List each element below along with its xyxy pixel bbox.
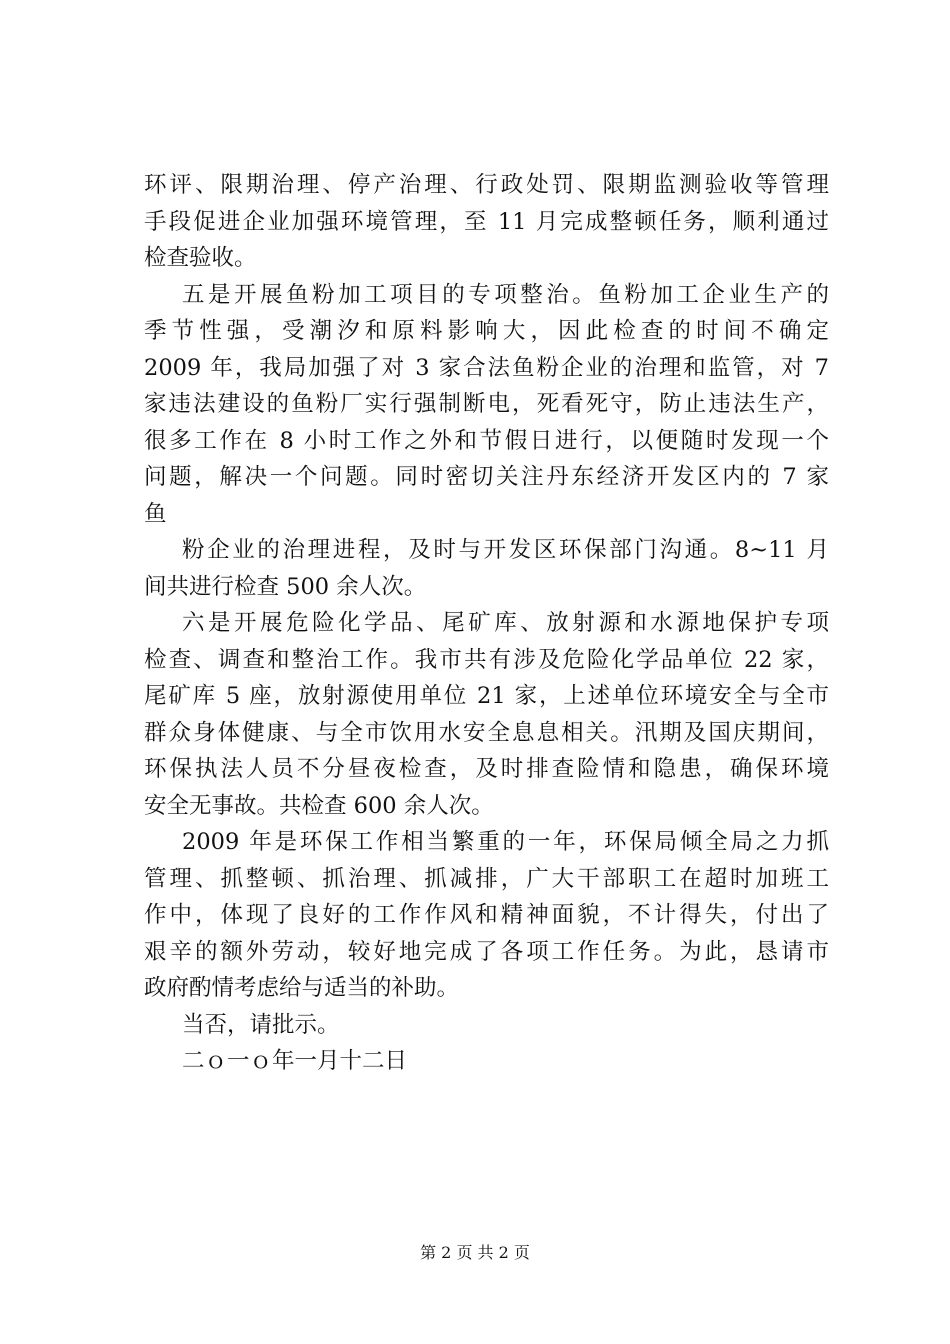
text-line: 六是开展危险化学品、尾矿库、放射源和水源地保护专项 xyxy=(182,610,829,636)
text-line: 2009 年，我局加强了对 3 家合法鱼粉企业的治理和监管，对 7 xyxy=(144,354,829,381)
text-line: 2009 年是环保工作相当繁重的一年，环保局倾全局之力抓 xyxy=(182,829,829,855)
text-line: 环评、限期治理、停产治理、行政处罚、限期监测验收等管理 xyxy=(144,172,829,198)
text-line: 手段促进企业加强环境管理，至 11 月完成整顿任务，顺利通过 xyxy=(144,208,829,235)
text-line: 检查、调查和整治工作。我市共有涉及危险化学品单位 22 家， xyxy=(144,646,829,673)
paragraph-3 xyxy=(144,532,829,605)
text-line: 作中，体现了良好的工作作风和精神面貌，不计得失，付出了 xyxy=(144,902,829,928)
text-line: 当否，请批示。 xyxy=(182,1011,340,1038)
text-line: 季节性强，受潮汐和原料影响大，因此检查的时间不确定 xyxy=(144,318,829,344)
text-line: 检查验收。 xyxy=(144,245,257,271)
text-line: 环保执法人员不分昼夜检查，及时排查险情和隐患，确保环境 xyxy=(144,756,829,782)
text-line: 安全无事故。共检查 600 余人次。 xyxy=(144,792,494,819)
text-line: 群众身体健康、与全市饮用水安全息息相关。汛期及国庆期间， xyxy=(144,719,829,746)
text-line: 艰辛的额外劳动，较好地完成了各项工作任务。为此，恳请市 xyxy=(144,938,829,965)
document-date xyxy=(144,1043,829,1080)
text-line: 问题，解决一个问题。同时密切关注丹东经济开发区内的 7 家 xyxy=(144,464,829,490)
text-line: 尾矿库 5 座，放射源使用单位 21 家，上述单位环境安全与全市 xyxy=(144,683,829,709)
text-line: 二ｏ一ｏ年一月十二日 xyxy=(182,1048,408,1074)
paragraph-4 xyxy=(144,605,829,824)
closing-request xyxy=(144,1007,829,1044)
text-line: 鱼 xyxy=(144,500,167,527)
paragraph-1 xyxy=(144,167,829,277)
page-number: 第 2 页 共 2 页 xyxy=(420,1243,530,1262)
text-line: 间共进行检查 500 余人次。 xyxy=(144,573,427,600)
text-line: 政府酌情考虑给与适当的补助。 xyxy=(144,975,460,1001)
text-line: 很多工作在 8 小时工作之外和节假日进行，以便随时发现一个 xyxy=(144,427,829,454)
page-footer xyxy=(0,1243,950,1263)
text-line: 五是开展鱼粉加工项目的专项整治。鱼粉加工企业生产的 xyxy=(182,281,829,308)
text-line: 家违法建设的鱼粉厂实行强制断电，死看死守，防止违法生产， xyxy=(144,391,829,417)
paragraph-5 xyxy=(144,824,829,1007)
document-body xyxy=(144,167,829,1080)
paragraph-2 xyxy=(144,277,829,533)
text-line: 管理、抓整顿、抓治理、抓减排，广大干部职工在超时加班工 xyxy=(144,865,829,892)
text-line: 粉企业的治理进程，及时与开发区环保部门沟通。8~11 月 xyxy=(182,537,829,563)
